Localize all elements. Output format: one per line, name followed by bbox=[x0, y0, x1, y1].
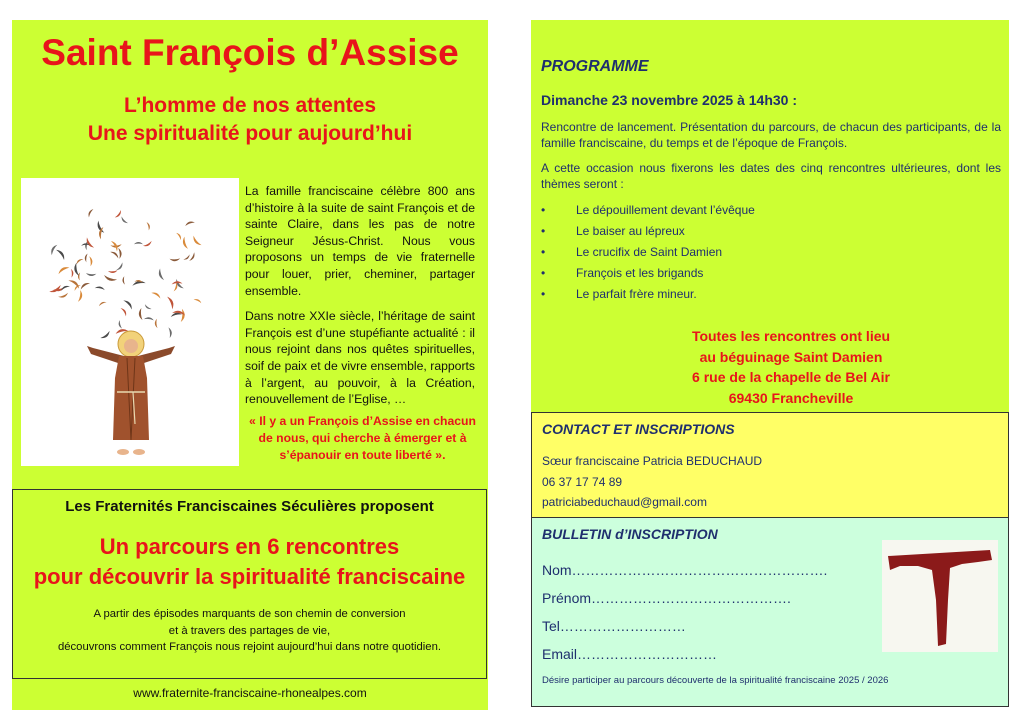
bird-shape bbox=[58, 293, 69, 299]
bullet-icon: • bbox=[541, 203, 546, 217]
subtitle-line1: L’homme de nos attentes bbox=[123, 94, 377, 117]
list-item bbox=[541, 200, 755, 221]
bird-shape bbox=[194, 298, 203, 303]
bird-shape bbox=[184, 220, 195, 226]
contact-name: Sœur franciscaine Patricia BEDUCHAUD bbox=[542, 454, 763, 468]
bird-shape bbox=[144, 317, 154, 321]
bird-shape bbox=[120, 216, 128, 224]
bird-shape bbox=[78, 272, 80, 280]
bird-shape bbox=[157, 269, 164, 282]
saint-francis-illustration bbox=[21, 178, 239, 466]
contact-details bbox=[542, 451, 762, 513]
theme-label: Le dépouillement devant l’évêque bbox=[576, 203, 755, 217]
bird-shape bbox=[118, 320, 122, 329]
registration-form bbox=[531, 517, 1009, 707]
bird-shape bbox=[56, 248, 67, 260]
list-item bbox=[541, 284, 755, 305]
bullet-icon: • bbox=[541, 224, 546, 238]
proposal-title-line1: Un parcours en 6 rencontres bbox=[99, 534, 400, 559]
intro-text bbox=[245, 183, 475, 417]
subtitle bbox=[12, 92, 488, 148]
bird-shape bbox=[60, 284, 70, 291]
name-field[interactable]: Nom………………………………………………. bbox=[542, 562, 828, 578]
bird-shape bbox=[71, 269, 74, 278]
bird-shape bbox=[79, 281, 90, 290]
tau-cross-icon bbox=[882, 540, 998, 652]
proposal-heading: Les Fraternités Franciscaines Séculières proposent bbox=[65, 498, 434, 515]
bird-shape bbox=[84, 253, 87, 262]
proposal-box bbox=[12, 489, 487, 679]
programme-date: Dimanche 23 novembre 2025 à 14h30 : bbox=[541, 92, 798, 108]
list-item bbox=[541, 221, 755, 242]
bird-shape bbox=[167, 295, 175, 309]
list-item bbox=[541, 242, 755, 263]
contact-phone[interactable]: 06 37 17 74 89 bbox=[542, 474, 623, 489]
bird-shape bbox=[89, 256, 93, 266]
bird-shape bbox=[108, 270, 118, 273]
bird-shape bbox=[78, 290, 83, 302]
bird-shape bbox=[169, 258, 180, 261]
themes-list bbox=[541, 200, 755, 305]
subtitle-line2: Une spiritualité pour aujourd’hui bbox=[87, 122, 413, 145]
bird-shape bbox=[143, 241, 153, 248]
bird-shape bbox=[181, 309, 185, 323]
theme-label: Le baiser au lépreux bbox=[576, 224, 685, 238]
venue-line2: au béguinage Saint Damien bbox=[699, 348, 883, 365]
venue-line3: 6 rue de la chapelle de Bel Air bbox=[692, 369, 890, 385]
proposal-body bbox=[13, 606, 486, 656]
proposal-body-line2: et à travers des partages de vie, bbox=[168, 624, 331, 637]
website-link[interactable]: www.fraternite-franciscaine-rhonealpes.com bbox=[133, 686, 367, 700]
bird-shape bbox=[138, 308, 142, 320]
bird-shape bbox=[144, 304, 152, 310]
bullet-icon: • bbox=[541, 245, 546, 259]
bird-shape bbox=[191, 236, 201, 248]
bird-shape bbox=[103, 275, 117, 283]
programme-paragraph-1: Rencontre de lancement. Présentation du parcours, de chacun des participants, de la famille franciscaine, du temps et de l’époque de François. bbox=[541, 120, 1001, 151]
bird-shape bbox=[181, 237, 188, 250]
theme-label: Le parfait frère mineur. bbox=[576, 287, 697, 301]
page-title: Saint François d’Assise bbox=[41, 32, 459, 73]
bird-shape bbox=[115, 210, 123, 219]
bird-shape bbox=[49, 243, 57, 255]
venue-info bbox=[641, 326, 941, 408]
theme-label: François et les brigands bbox=[576, 266, 704, 280]
proposal-title bbox=[13, 532, 486, 592]
left-panel bbox=[12, 20, 488, 710]
registration-fields bbox=[542, 560, 827, 672]
bird-shape bbox=[168, 327, 172, 338]
programme-panel bbox=[531, 20, 1009, 412]
quote: « Il y a un François d’Assise en chacun de nous, qui cherche à émerger et à s’épanouir en toute liberté ». bbox=[249, 414, 476, 462]
saint-francis-with-birds-icon bbox=[21, 178, 239, 466]
programme-title: PROGRAMME bbox=[541, 58, 649, 75]
bird-shape bbox=[147, 222, 151, 231]
proposal-body-line3: découvrons comment François nous rejoint aujourd’hui dans notre quotidien. bbox=[57, 641, 442, 653]
proposal-body-line1: A partir des épisodes marquants de son chemin de conversion bbox=[93, 608, 406, 620]
theme-label: Le crucifix de Saint Damien bbox=[576, 245, 723, 259]
bird-shape bbox=[73, 263, 79, 277]
programme-paragraph-2: A cette occasion nous fixerons les dates des cinq rencontres ultérieures, dont les thèmes seront : bbox=[541, 161, 1001, 192]
bird-shape bbox=[121, 307, 128, 317]
registration-title: BULLETIN d’INSCRIPTION bbox=[542, 526, 718, 542]
bullet-icon: • bbox=[541, 266, 546, 280]
bird-shape bbox=[118, 248, 122, 259]
bird-shape bbox=[155, 319, 158, 329]
bird-shape bbox=[110, 250, 120, 259]
bird-shape bbox=[176, 232, 182, 240]
bird-shape bbox=[189, 252, 196, 262]
registration-footer: Désire participer au parcours découverte de la spiritualité franciscaine 2025 / 2026 bbox=[542, 675, 889, 686]
intro-paragraph-2: Dans notre XXIe siècle, l’héritage de saint François est d’une stupéfiante actualité : il nous rejoint dans nos quêtes spirituelles, soif de paix et de vivre ensemble, rapports à l’argent, au pouvoir, à la Création, renouvellement de l’Eglise, … bbox=[245, 309, 475, 407]
bird-shape bbox=[87, 208, 93, 217]
proposal-title-line2: pour découvrir la spiritualité franciscaine bbox=[33, 564, 466, 589]
firstname-field[interactable]: Prénom……………………………………. bbox=[542, 590, 791, 606]
contact-box bbox=[531, 412, 1009, 518]
contact-title: CONTACT ET INSCRIPTIONS bbox=[542, 421, 735, 437]
venue-line4: 69430 Francheville bbox=[728, 389, 854, 406]
bullet-icon: • bbox=[541, 287, 546, 301]
email-field[interactable]: Email………………………… bbox=[542, 646, 718, 662]
bird-shape bbox=[123, 298, 134, 309]
bird-shape bbox=[183, 254, 191, 261]
bird-shape bbox=[151, 291, 161, 299]
bird-shape bbox=[100, 331, 111, 340]
bird-shape bbox=[122, 276, 125, 284]
bird-shape bbox=[98, 300, 107, 306]
intro-paragraph-1: La famille franciscaine célèbre 800 ans d’histoire à la suite de saint François et de sainte Claire, dans les pas de notre Seigneur Jésus-Christ. Nous vous proposons un temps de vie fraternelle pour louer, prier, cheminer, partager ensemble. bbox=[245, 184, 475, 298]
bird-shape bbox=[134, 242, 143, 244]
venue-line1: Toutes les rencontres ont lieu bbox=[691, 328, 891, 344]
contact-email[interactable]: patriciabeduchaud@gmail.com bbox=[542, 495, 707, 510]
bird-shape bbox=[57, 265, 70, 274]
bird-shape bbox=[86, 273, 97, 276]
list-item bbox=[541, 263, 755, 284]
bird-shape bbox=[95, 286, 106, 291]
phone-field[interactable]: Tel……………………… bbox=[542, 618, 686, 634]
